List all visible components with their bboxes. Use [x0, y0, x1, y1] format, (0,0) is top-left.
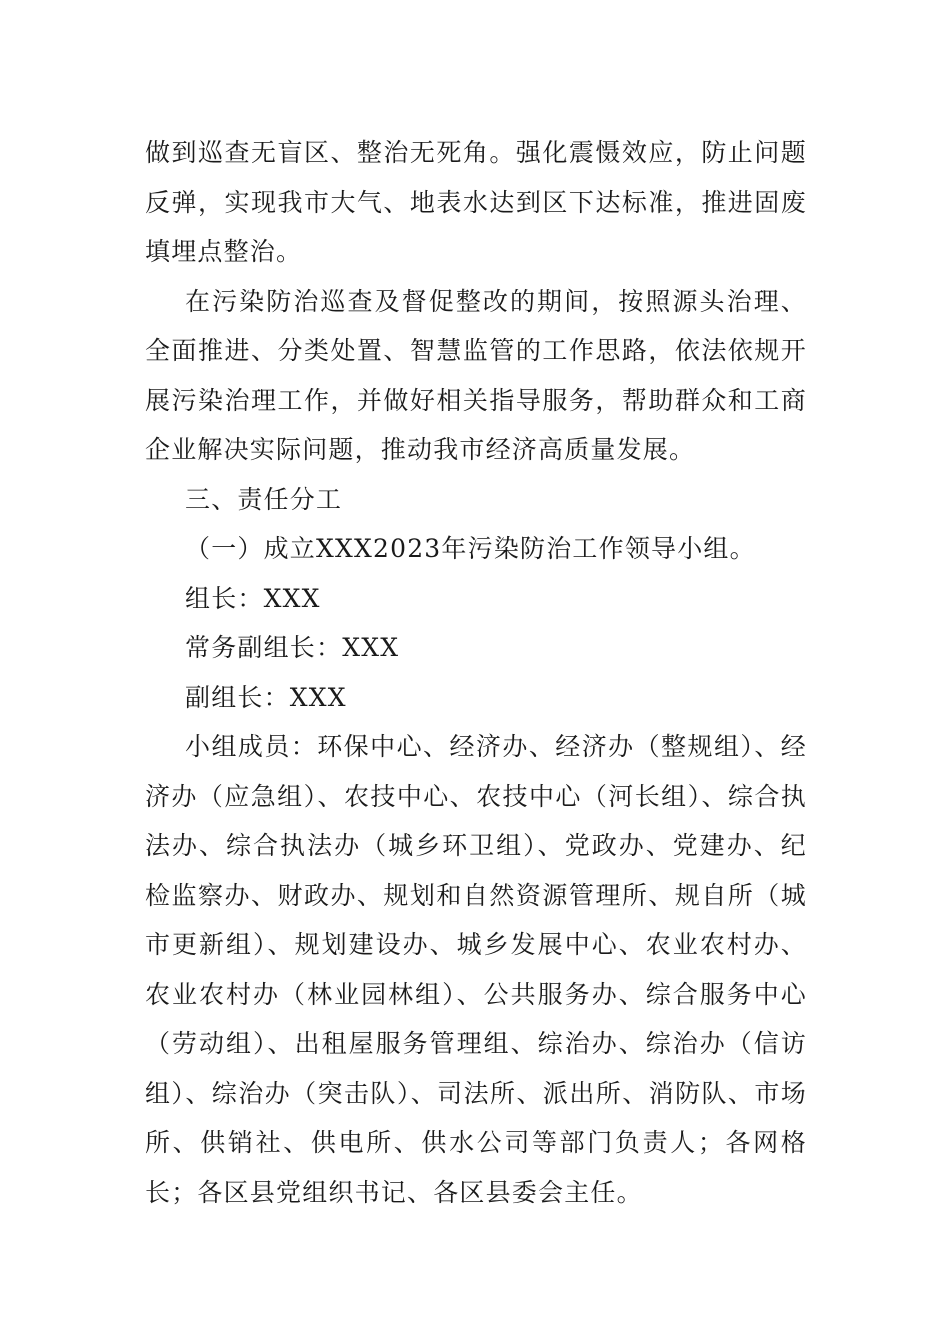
executive-deputy-leader-line: 常务副组长：XXX	[185, 633, 400, 662]
group-leader-line: 组长：XXX	[185, 583, 321, 613]
section-heading-responsibility: 三、责任分工	[185, 484, 343, 514]
deputy-leader-line: 副组长：XXX	[185, 682, 347, 712]
paragraph-continuation: 做到巡查无盲区、整治无死角。强化震慑效应，防止问题反弹，实现我市大气、地表水达到区下达标准，推进固废填埋点整治。	[145, 138, 807, 266]
subsection-heading-leadership-group: （一）成立XXX2023年污染防治工作领导小组。	[185, 534, 756, 563]
group-members-paragraph: 小组成员：环保中心、经济办、经济办（整规组）、经济办（应急组）、农技中心、农技中心（河长组）、综合执法办、综合执法办（城乡环卫组）、党政办、党建办、纪检监察办、财政办、规划和自然资源管理所、规自所（城市更新组）、规划建设办、城乡发展中心、农业农村办、农业农村办（林业园林组）、公共服务办、综合服务中心（劳动组）、出租屋服务管理组、综治办、综治办（信访组）、综治办（突击队）、司法所、派出所、消防队、市场所、供销社、供电所、供水公司等部门负责人；各网格长；各区县党组织书记、各区县委会主任。	[145, 732, 807, 1207]
document-body	[145, 128, 807, 1217]
paragraph-pollution-governance: 在污染防治巡查及督促整改的期间，按照源头治理、全面推进、分类处置、智慧监管的工作思路，依法依规开展污染治理工作，并做好相关指导服务，帮助群众和工商企业解决实际问题，推动我市经济高质量发展。	[145, 286, 807, 464]
